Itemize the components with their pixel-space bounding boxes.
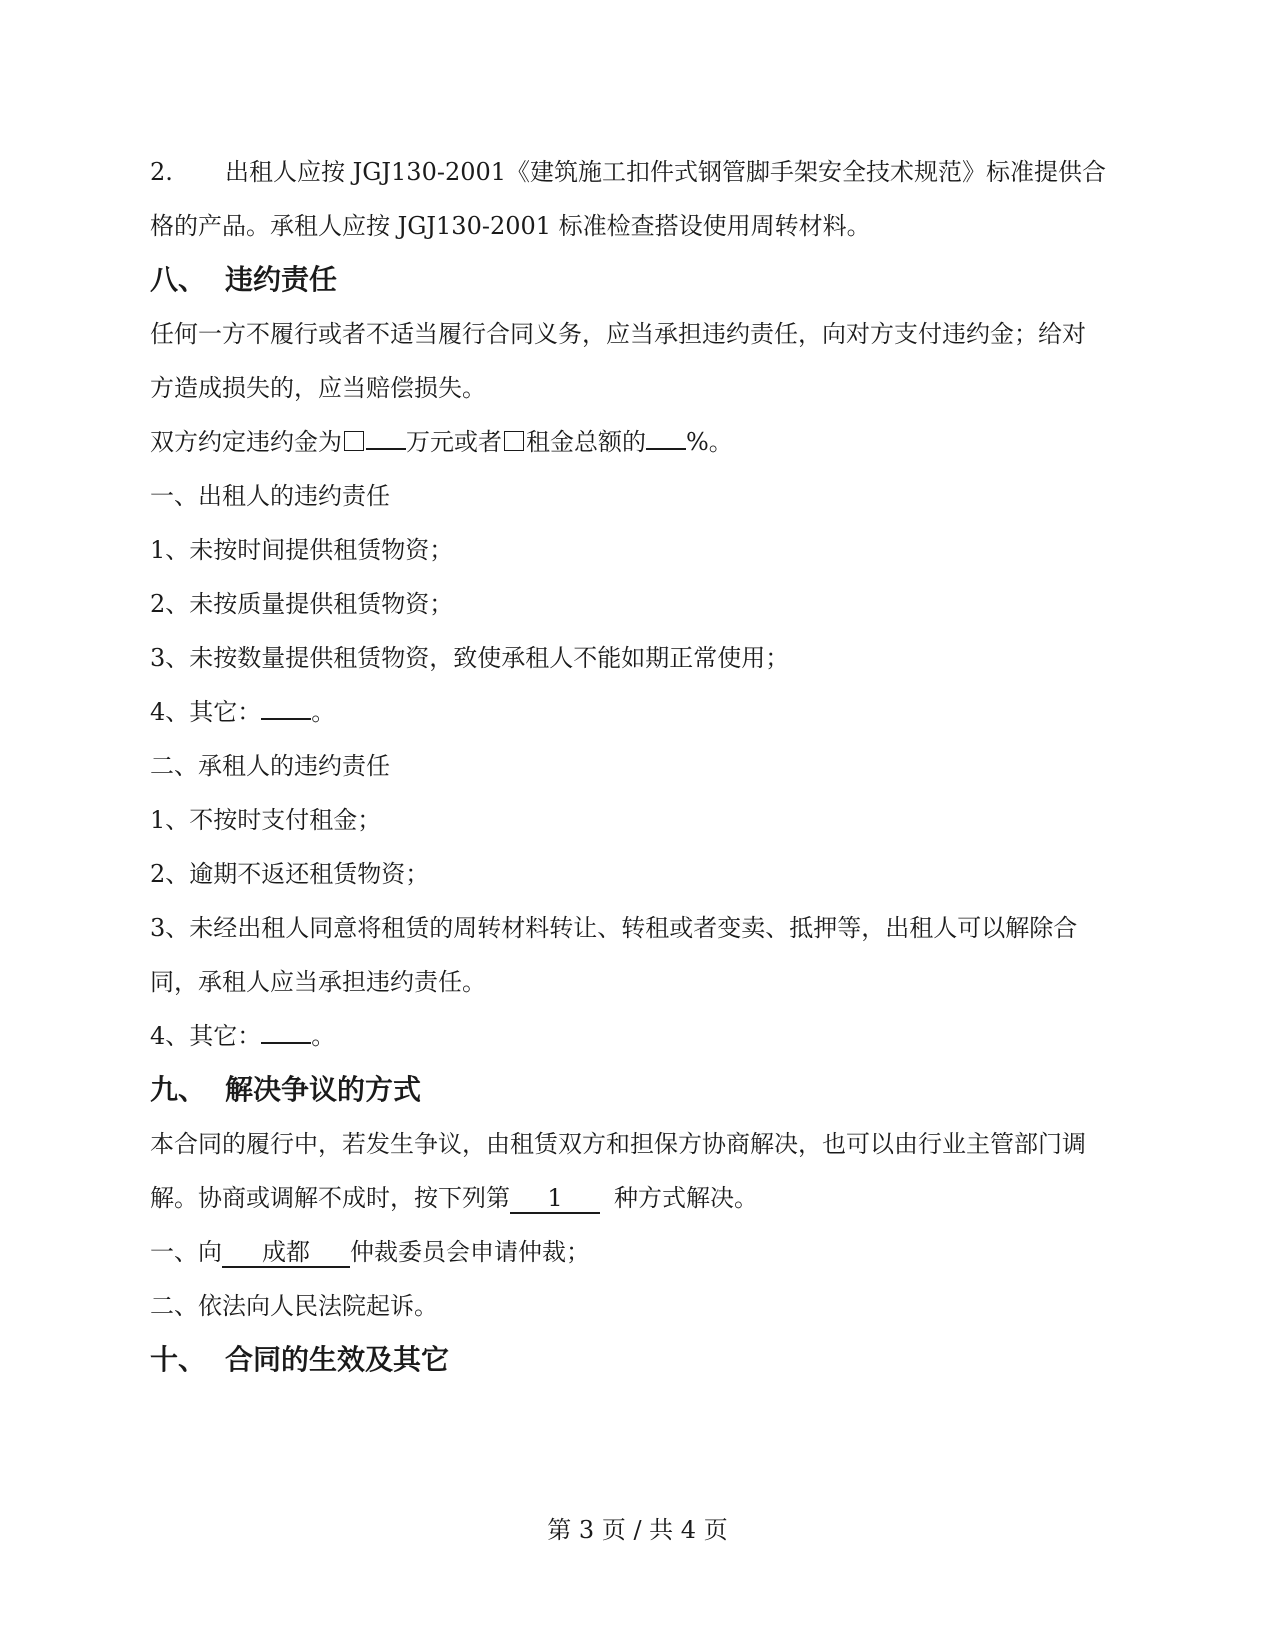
list-item-continuation: 同，承租人应当承担违约责任。: [150, 968, 486, 996]
dispute-text-b: 种方式解决。: [614, 1184, 758, 1212]
document-body: [150, 145, 1130, 1387]
checkbox[interactable]: [504, 431, 524, 451]
list-item-end: 。: [311, 1022, 336, 1050]
list-item: 1、不按时支付租金；: [150, 806, 382, 834]
section-title: 解决争议的方式: [225, 1073, 422, 1106]
penalty-amount-blank[interactable]: [366, 420, 406, 450]
lessor-heading: 一、出租人的违约责任: [150, 482, 390, 510]
list-item-text: 4、其它：: [150, 1022, 262, 1050]
paragraph-line: 本合同的履行中，若发生争议，由租赁双方和担保方协商解决，也可以由行业主管部门调: [150, 1130, 1086, 1158]
item-number: 2.: [150, 158, 173, 186]
penalty-clause: [150, 415, 1130, 469]
list-item-text: 4、其它：: [150, 698, 262, 726]
penalty-text-d: %。: [686, 428, 733, 456]
clause-7-item-2: [150, 145, 1130, 253]
dispute-method-line: [150, 1171, 1130, 1225]
penalty-text-c: 租金总额的: [526, 428, 646, 456]
section-9-heading: [150, 1063, 1130, 1117]
court-option: 二、依法向人民法院起诉。: [150, 1292, 438, 1320]
other-blank[interactable]: [261, 690, 311, 720]
section-10-heading: [150, 1333, 1130, 1387]
arbitration-option: [150, 1225, 1130, 1279]
section-number: 十、: [150, 1343, 207, 1376]
list-item: 1、未按时间提供租赁物资；: [150, 536, 454, 564]
page-number-footer: 第 3 页 / 共 4 页: [547, 1516, 728, 1544]
list-item: [150, 1009, 1130, 1063]
penalty-text-b: 万元或者: [406, 428, 502, 456]
list-item: 3、未经出租人同意将租赁的周转材料转让、转租或者变卖、抵押等，出租人可以解除合: [150, 914, 1078, 942]
dispute-text-a: 解。协商或调解不成时，按下列第: [150, 1184, 510, 1212]
list-item-end: 。: [311, 698, 336, 726]
penalty-text-a: 双方约定违约金为: [150, 428, 342, 456]
lessee-heading: 二、承租人的违约责任: [150, 752, 390, 780]
paragraph-line: 方造成损失的，应当赔偿损失。: [150, 374, 486, 402]
option-text-a: 一、向: [150, 1238, 222, 1266]
other-blank[interactable]: [261, 1014, 311, 1044]
section-number: 八、: [150, 263, 207, 296]
list-item: 2、逾期不返还租赁物资；: [150, 860, 430, 888]
list-item: 2、未按质量提供租赁物资；: [150, 590, 454, 618]
list-item: [150, 685, 1130, 739]
paragraph-line: 任何一方不履行或者不适当履行合同义务，应当承担违约责任，向对方支付违约金；给对: [150, 320, 1086, 348]
item-text-line2: 格的产品。承租人应按 JGJ130-2001 标准检查搭设使用周转材料。: [150, 212, 871, 240]
section-number: 九、: [150, 1073, 207, 1106]
list-item: 3、未按数量提供租赁物资，致使承租人不能如期正常使用；: [150, 644, 790, 672]
section-title: 合同的生效及其它: [225, 1343, 450, 1376]
checkbox[interactable]: [344, 431, 364, 451]
penalty-percent-blank[interactable]: [646, 420, 686, 450]
method-choice-blank[interactable]: 1: [510, 1184, 600, 1214]
section-title: 违约责任: [225, 263, 338, 296]
arbitration-city-blank[interactable]: 成都: [222, 1238, 350, 1268]
item-text-line1: 出租人应按 JGJ130-2001《建筑施工扣件式钢管脚手架安全技术规范》标准提供合: [225, 158, 1107, 186]
option-text-b: 仲裁委员会申请仲裁；: [350, 1238, 590, 1266]
section-8-heading: [150, 253, 1130, 307]
